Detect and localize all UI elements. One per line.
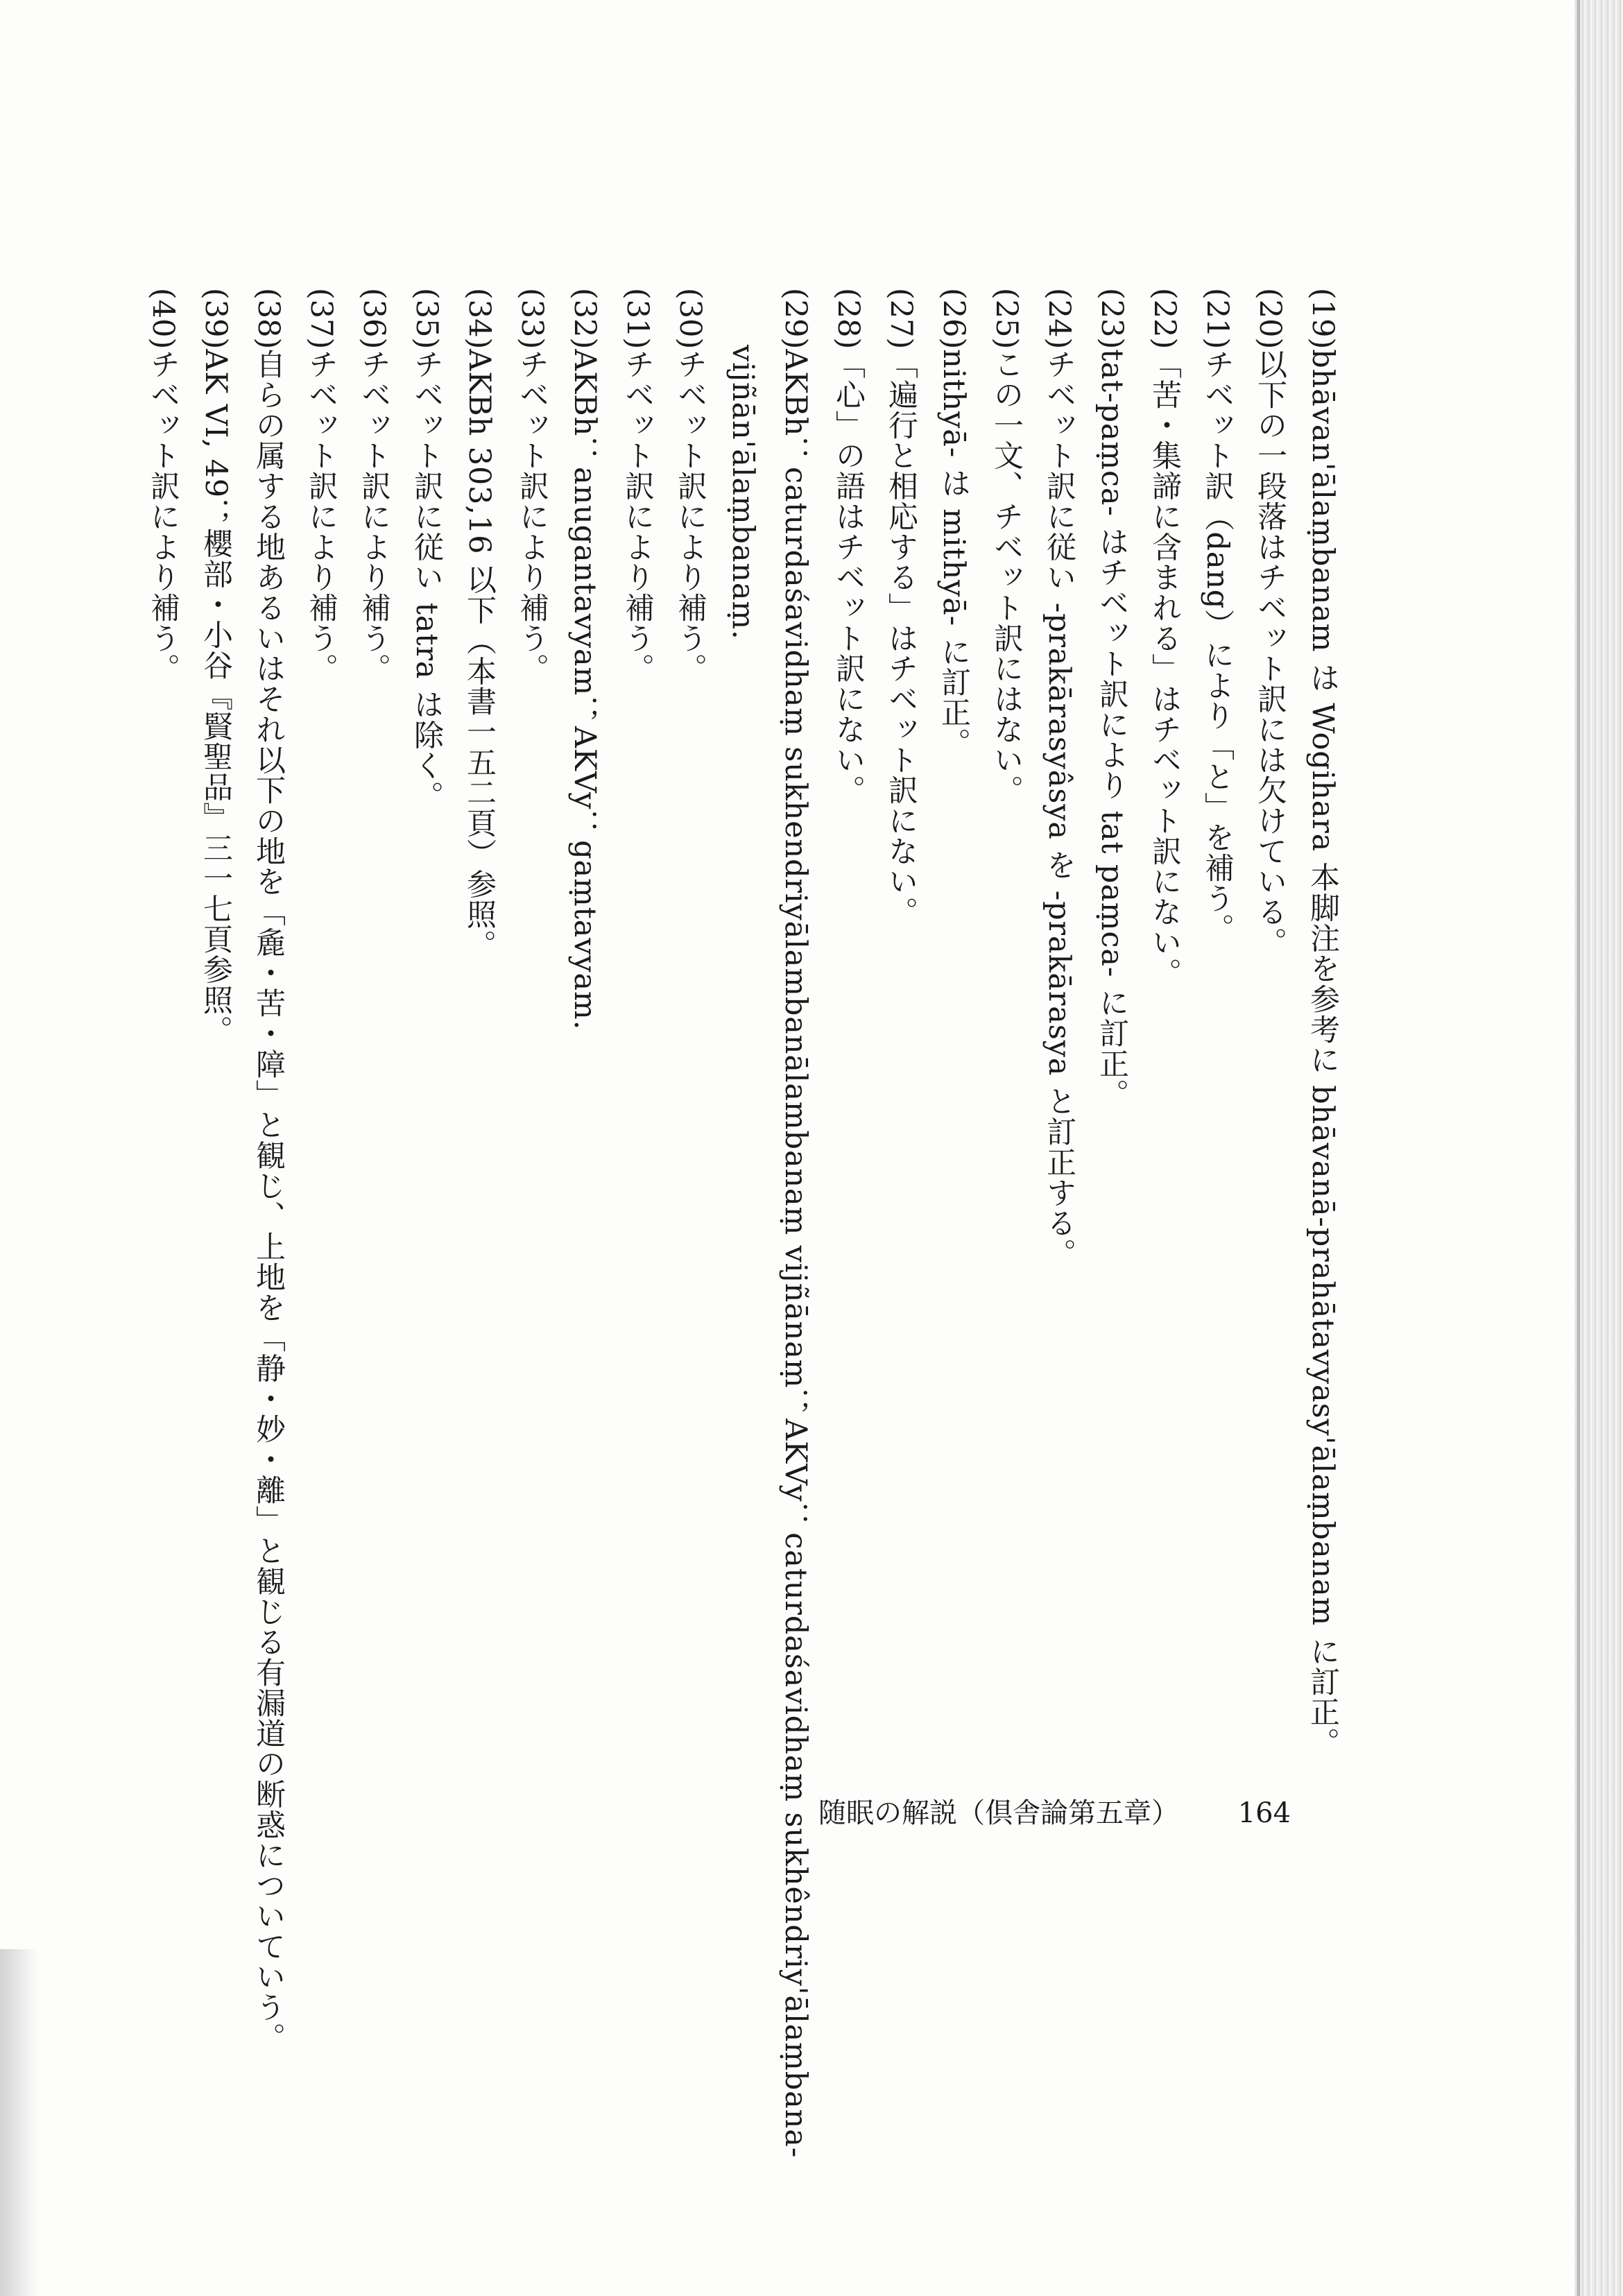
note-26: (26)nithyā- は mithyā- に訂正。 (936, 288, 971, 759)
note-39: (39)AK VI, 49；櫻部・小谷『賢聖品』三一七頁参照。 (198, 288, 233, 1046)
note-21: (21)チベット訳（dang）により「と」を補う。 (1200, 288, 1235, 944)
note-36: (36)チベット訳により補う。 (357, 288, 391, 684)
scan-edge-right (1574, 0, 1623, 2296)
running-title: 随眠の解説（倶舎論第五章） (818, 1797, 1179, 1829)
endnotes-column (137, 288, 1349, 2195)
note-29: (29)AKBh：caturdaśavidhaṃ sukhendriyālambanālambanaṃ vijñānaṃ；AKVy：caturdaśavidhaṃ sukhêndriy'ālaṃbana-vijñān'ālaṃbanaṃ. (725, 288, 813, 2159)
note-38: (38)自らの属する地あるいはそれ以下の地を「麁・苦・障」と観じ、上地を「静・妙・離」と観じる有漏道の断惑についていう。 (251, 288, 286, 2053)
note-31: (31)チベット訳により補う。 (620, 288, 655, 684)
note-22: (22)「苦・集諦に含まれる」はチベット訳にない。 (1147, 288, 1182, 988)
note-24: (24)チベット訳に従い -prakārasyâsya を -prakārasya と訂正する。 (1042, 288, 1076, 1269)
page-footer (818, 1791, 1291, 1831)
note-28: (28)「心」の語はチベット訳にない。 (831, 288, 866, 806)
note-32: (32)AKBh：anugantavyam；AKVy：gaṃtavyam. (567, 288, 602, 1031)
scan-edge-line (1577, 0, 1580, 2296)
note-35: (35)チベット訳に従い tatra は除く。 (409, 288, 444, 812)
note-33: (33)チベット訳により補う。 (515, 288, 549, 684)
note-30: (30)チベット訳により補う。 (673, 288, 707, 684)
note-25: (25)この一文、チベット訳にはない。 (989, 288, 1024, 806)
note-19: (19)bhāvan'ālaṃbanam は Wogihara 本脚注を参考に bhāvanā-prahātavyasy'ālaṃbanam に訂正。 (1305, 288, 1340, 1758)
note-27: (27)「遍行と相応する」はチベット訳にない。 (884, 288, 918, 927)
note-23: (23)tat-paṃca- はチベット訳により tat paṃca- に訂正。 (1094, 288, 1129, 1110)
note-37: (37)チベット訳により補う。 (304, 288, 338, 684)
page-number: 164 (1237, 1797, 1291, 1829)
note-34: (34)AKBh 303,16 以下（本書一五二頁）参照。 (462, 288, 497, 961)
scan-shadow-left (0, 1949, 38, 2296)
note-20: (20)以下の一段落はチベット訳には欠けている。 (1253, 288, 1287, 958)
note-40: (40)チベット訳により補う。 (146, 288, 180, 684)
